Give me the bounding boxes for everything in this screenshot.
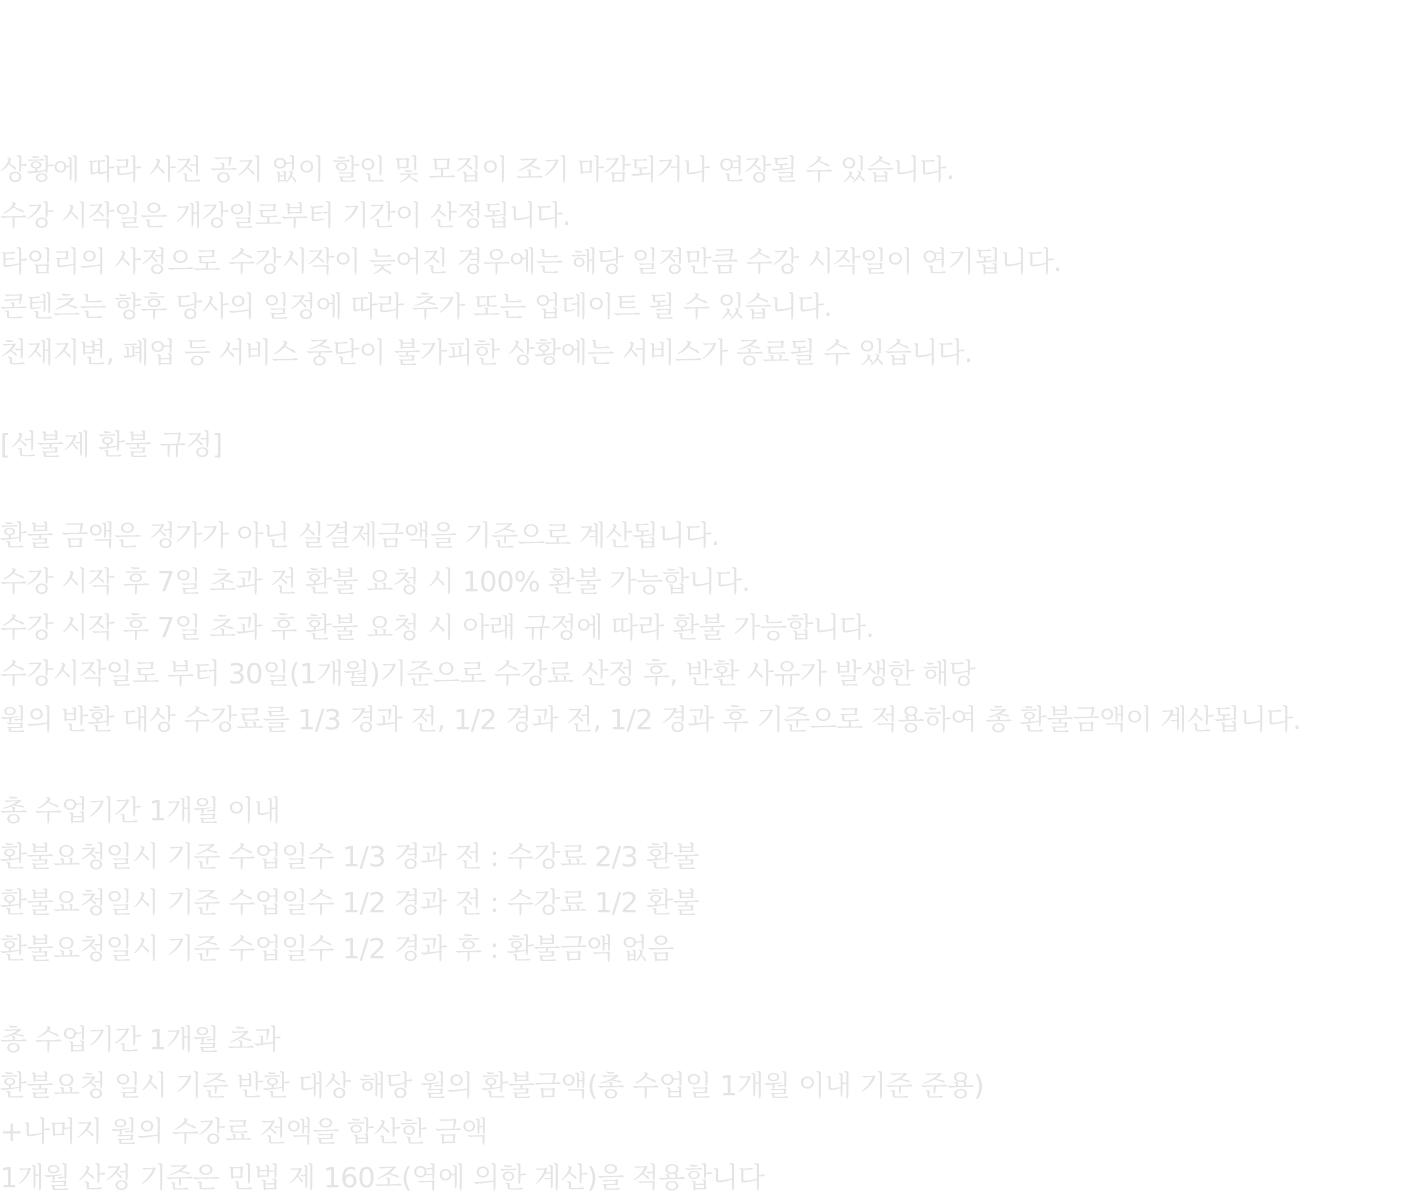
within-one-month-line: 환불요청일시 기준 수업일수 1/2 경과 후 : 환불금액 없음 — [0, 931, 674, 965]
intro-line: 천재지변, 폐업 등 서비스 중단이 불가피한 상황에는 서비스가 종료될 수 있습니다. — [0, 336, 973, 370]
within-one-month-title: 총 수업기간 1개월 이내 — [0, 794, 281, 828]
spacer — [0, 468, 1418, 514]
refund-policy-document — [0, 147, 1418, 1200]
over-one-month-line: 1개월 산정 기준은 민법 제 160조(역에 의한 계산)을 적용합니다 — [0, 1160, 765, 1194]
refund-policy-line: 수강 시작 후 7일 초과 전 환불 요청 시 100% 환불 가능합니다. — [0, 565, 750, 599]
spacer — [0, 971, 1418, 1017]
refund-policy-line: 환불 금액은 정가가 아닌 실결제금액을 기준으로 계산됩니다. — [0, 519, 720, 553]
over-one-month-title: 총 수업기간 1개월 초과 — [0, 1023, 281, 1057]
intro-line: 상황에 따라 사전 공지 없이 할인 및 모집이 조기 마감되거나 연장될 수 있습니다. — [0, 153, 955, 186]
refund-policy-section — [0, 513, 1418, 742]
over-one-month-section — [0, 1017, 1418, 1200]
over-one-month-line: 환불요청 일시 기준 반환 대상 해당 월의 환불금액(총 수업일 1개월 이내 기준 준용) — [0, 1068, 984, 1102]
refund-policy-line: 수강 시작 후 7일 초과 후 환불 요청 시 아래 규정에 따라 환불 가능합니다. — [0, 610, 874, 644]
within-one-month-line: 환불요청일시 기준 수업일수 1/2 경과 전 : 수강료 1/2 환불 — [0, 885, 700, 919]
over-one-month-line: +나머지 월의 수강료 전액을 합산한 금액 — [0, 1114, 488, 1148]
within-one-month-line: 환불요청일시 기준 수업일수 1/3 경과 전 : 수강료 2/3 환불 — [0, 839, 700, 873]
intro-line: 콘텐츠는 향후 당사의 일정에 따라 추가 또는 업데이트 될 수 있습니다. — [0, 290, 832, 324]
intro-line: 수강 시작일은 개강일로부터 기간이 산정됩니다. — [0, 198, 571, 232]
intro-line: 타임리의 사정으로 수강시작이 늦어진 경우에는 해당 일정만큼 수강 시작일이 연기됩니다. — [0, 244, 1062, 278]
intro-section — [0, 147, 1418, 376]
refund-policy-heading: [선불제 환불 규정] — [0, 427, 223, 461]
within-one-month-section — [0, 788, 1418, 971]
refund-policy-line: 수강시작일로 부터 30일(1개월)기준으로 수강료 산정 후, 반환 사유가 발생한 해당 — [0, 656, 976, 690]
refund-policy-line: 월의 반환 대상 수강료를 1/3 경과 전, 1/2 경과 전, 1/2 경과 후 기준으로 적용하여 총 환불금액이 계산됩니다. — [0, 702, 1301, 736]
spacer — [0, 376, 1418, 422]
spacer — [0, 742, 1418, 788]
